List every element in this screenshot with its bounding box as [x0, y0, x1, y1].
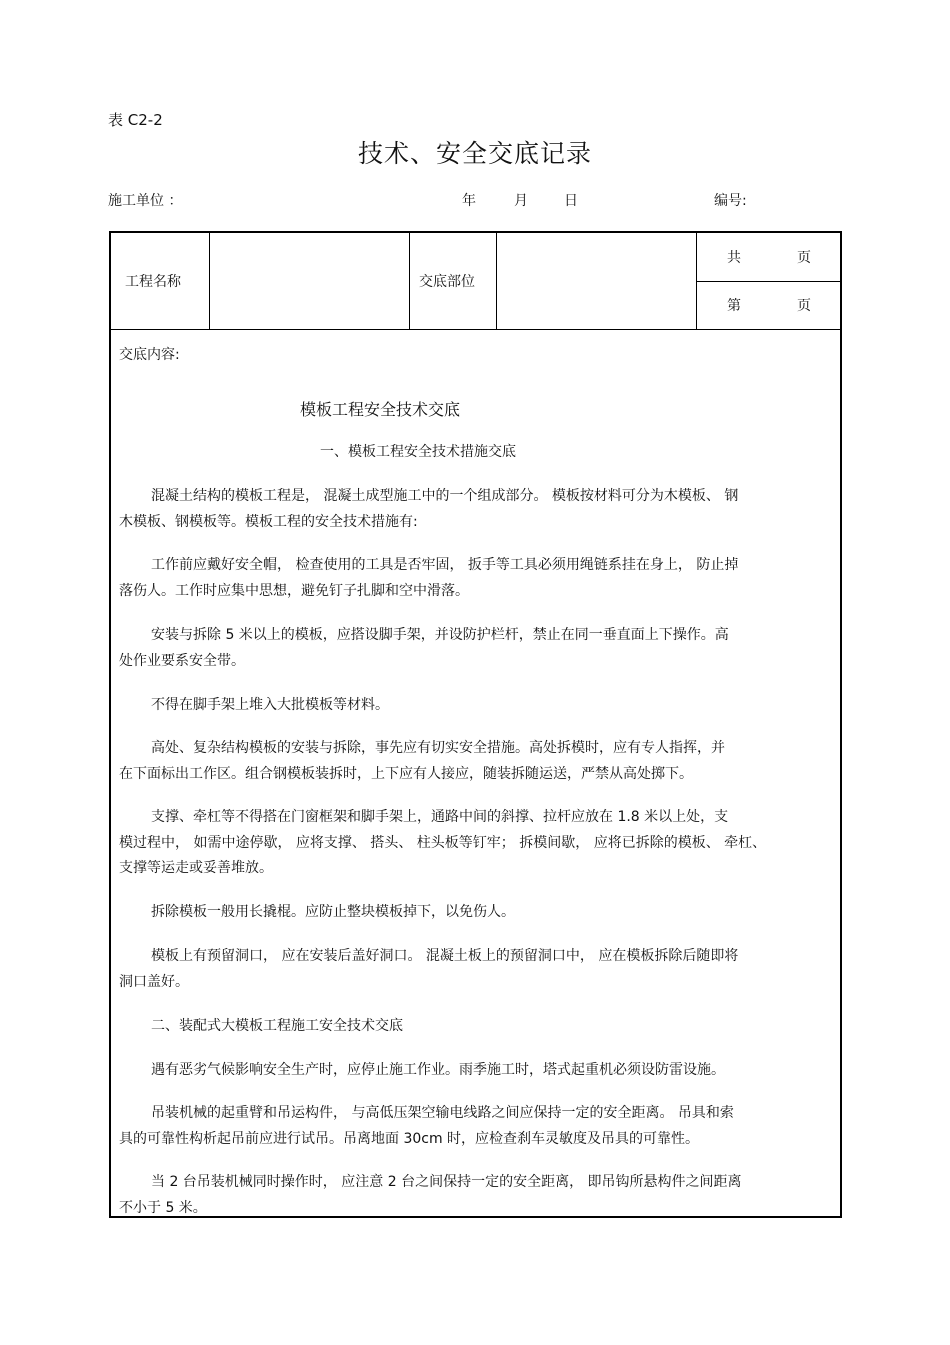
- year-label: 年: [462, 193, 476, 209]
- paragraph-line: 吊装机械的起重臂和吊运构件， 与高低压架空输电线路之间应保持一定的安全距离。 吊具和索: [151, 1105, 734, 1121]
- paragraph-line: 不小于 5 米。: [119, 1200, 207, 1216]
- paragraph-line: 支撑、牵杠等不得搭在门窗框架和脚手架上，通路中间的斜撑、拉杆应放在 1.8 米以上处，支: [151, 809, 729, 825]
- form-id: 表 C2-2: [108, 111, 163, 129]
- paragraph-line: 拆除模板一般用长撬棍。应防止整块模板掉下，以免伤人。: [151, 904, 515, 920]
- paragraph-line: 模板上有预留洞口， 应在安装后盖好洞口。 混凝土板上的预留洞口中， 应在模板拆除后随即将: [151, 948, 739, 964]
- current-page-unit: 页: [797, 298, 811, 314]
- grid-divider: [209, 233, 210, 329]
- grid-divider: [496, 233, 497, 329]
- paragraph-line: 在下面标出工作区。组合钢模板装拆时，上下应有人接应，随装拆随运送，严禁从高处掷下。: [119, 766, 693, 782]
- grid-divider: [409, 233, 410, 329]
- paragraph-line: 不得在脚手架上堆入大批模板等材料。: [151, 697, 389, 713]
- location-label: 交底部位: [419, 274, 475, 290]
- paragraph-line: 木模板、钢模板等。模板工程的安全技术措施有:: [119, 514, 418, 530]
- paragraph-line: 模过程中， 如需中途停歇， 应将支撑、 搭头、 柱头板等钉牢； 拆模间歇， 应将已拆除的模板、 牵杠、: [119, 835, 767, 851]
- section-heading: 一、模板工程安全技术措施交底: [320, 444, 516, 460]
- day-label: 日: [564, 193, 578, 209]
- construction-unit-label: 施工单位 ：: [108, 193, 183, 209]
- current-page-label: 第: [727, 298, 741, 314]
- total-pages-label: 共: [727, 250, 741, 266]
- paragraph-line: 当 2 台吊装机械同时操作时， 应注意 2 台之间保持一定的安全距离， 即吊钩所悬构件之间距离: [151, 1174, 742, 1190]
- serial-number-label: 编号:: [714, 193, 747, 209]
- document-title: 技术、安全交底记录: [357, 139, 592, 168]
- project-name-label: 工程名称: [125, 274, 181, 290]
- paragraph-line: 洞口盖好。: [119, 974, 189, 990]
- paragraph-line: 高处、复杂结构模板的安装与拆除，事先应有切实安全措施。高处拆模时，应有专人指挥，并: [151, 740, 725, 756]
- paragraph-line: 遇有恶劣气候影响安全生产时，应停止施工作业。雨季施工时，塔式起重机必须设防雷设施。: [151, 1062, 725, 1078]
- month-label: 月: [514, 193, 528, 209]
- page-count-divider: [696, 281, 840, 282]
- record-form: [109, 231, 842, 1218]
- paragraph-line: 具的可靠性构析起吊前应进行试吊。吊离地面 30cm 时，应检查刹车灵敏度及吊具的可靠性。: [119, 1131, 700, 1147]
- paragraph-line: 安装与拆除 5 米以上的模板，应搭设脚手架，并设防护栏杆，禁止在同一垂直面上下操作。高: [151, 627, 729, 643]
- header-row-bottom: [111, 329, 840, 330]
- total-pages-unit: 页: [797, 250, 811, 266]
- content-label: 交底内容:: [119, 347, 180, 363]
- paragraph-line: 工作前应戴好安全帽， 检查使用的工具是否牢固， 扳手等工具必须用绳链系挂在身上， 防止掉: [151, 557, 739, 573]
- paragraph-line: 混凝土结构的模板工程是， 混凝土成型施工中的一个组成部分。 模板按材料可分为木模板、 钢: [151, 488, 739, 504]
- paragraph-line: 支撑等运走或妥善堆放。: [119, 860, 273, 876]
- paragraph-line: 处作业要系安全带。: [119, 653, 245, 669]
- content-heading: 模板工程安全技术交底: [300, 400, 461, 419]
- paragraph-line: 落伤人。工作时应集中思想，避免钉子扎脚和空中滑落。: [119, 583, 469, 599]
- section-heading: 二、装配式大模板工程施工安全技术交底: [151, 1018, 403, 1034]
